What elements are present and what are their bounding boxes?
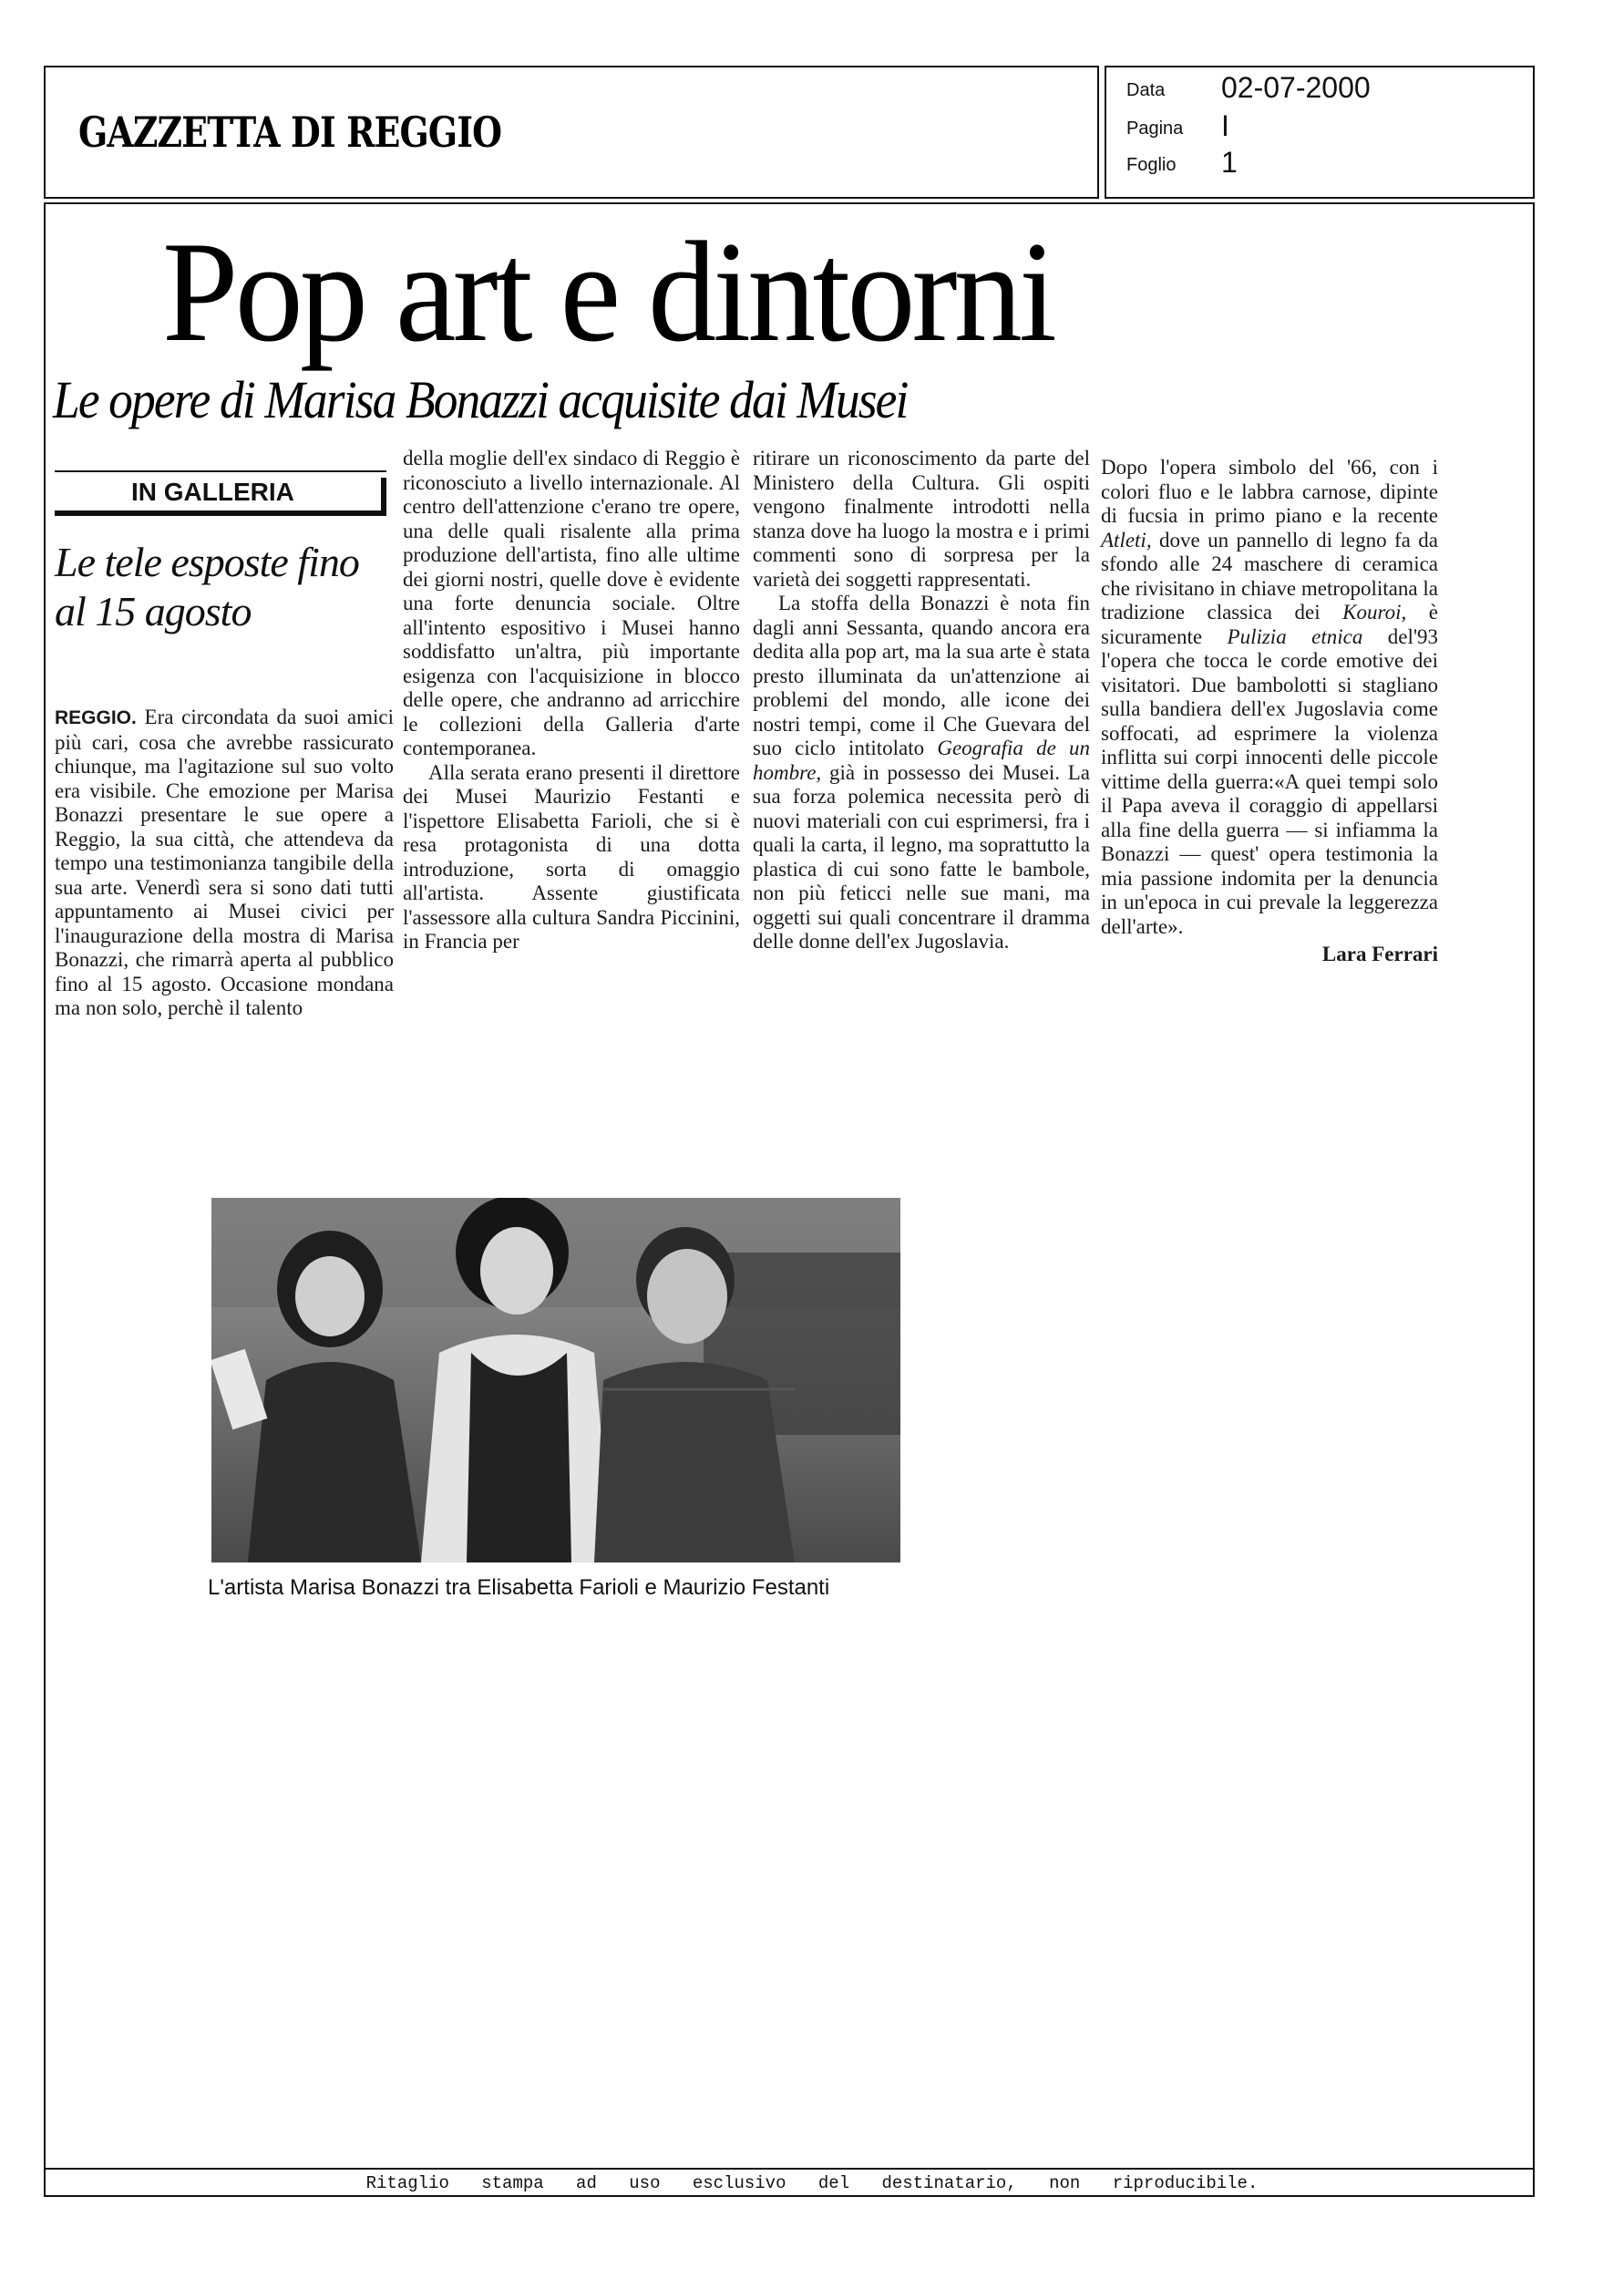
article-column-4: [1101, 456, 1438, 967]
newspaper-masthead: GAZZETTA DI REGGIO: [78, 108, 502, 157]
article-column-2: [403, 447, 740, 954]
article-headline: Pop art e dintorni: [162, 212, 1054, 372]
footer-disclaimer: Ritaglio stampa ad uso esclusivo del destinatario, non riproducibile.: [365, 2173, 1259, 2193]
column-4-text-c: è sicuramente: [1101, 601, 1438, 648]
article-column-3: [753, 447, 1090, 954]
column-3-paragraph-2: [753, 592, 1090, 954]
sheet-label: Foglio: [1126, 155, 1177, 175]
column-3-text-a: La stoffa della Bonazzi è nota fin dagli anni Sessanta, quando ancora era dedita alla pop art, ma la sua arte è stata presto illuminata da un'attenzione ai problemi del mondo, alle icone dei nostri tempi, come il Che Guevara del suo ciclo intitolato: [753, 592, 1090, 759]
column-4-text-d: del'93 l'opera che tocca le corde emotive dei visitatori. Due bambolotti si stagliano sulla bandiera dell'ex Jugoslavia come soffocati, ad esprimere la violenza inflitta sui corpi innocenti delle piccole vittime della guerra:«A quei tempi solo il Papa aveva il coraggio di appellarsi alla fine della guerra — si infiamma la Bonazzi — quest' opera testimonia la mia passione indomita per la denuncia in un'epoca in cui prevale la leggerezza dell'arte».: [1101, 624, 1438, 938]
section-tag-label: IN GALLERIA: [131, 478, 294, 506]
article-byline: Lara Ferrari: [1321, 943, 1438, 965]
article-photo: [211, 1198, 900, 1562]
column-4-text-a: Dopo l'opera simbolo del '66, con i colori fluo e le labbra carnose, dipinte di fucsia in primo piano e la recente: [1101, 456, 1438, 527]
column-2-paragraph-1: della moglie dell'ex sindaco di Reggio è riconosciuto a livello internazionale. Al centro dell'attenzione c'erano tre opere, una delle quali risalente alla prima produzione dell'artista, fino alle ultime dei giorni nostri, quelle dove è evidente una forte denuncia sociale. Oltre all'intento espositivo i Musei hanno soddisfatto un'altra, più importante esigenza con l'acquisizione in blocco delle opere, che andranno ad arricchire le collezioni della Galleria d'arte contemporanea.: [403, 447, 740, 759]
artwork-title-atleti: Atleti,: [1101, 528, 1152, 552]
tag-rule-bottom: [55, 510, 386, 516]
article-column-1: [55, 706, 394, 1021]
page-value: I: [1221, 109, 1229, 142]
footer-divider: [44, 2168, 1535, 2170]
photo-caption: L'artista Marisa Bonazzi tra Elisabetta Farioli e Maurizio Festanti: [208, 1575, 830, 1600]
column-4-text-b: dove un pannello di legno fa da sfondo alle 24 maschere di ceramica che rivisitano in chiave metropolitana la tradizione classica dei: [1101, 528, 1438, 624]
column-3-text-b: già in possesso dei Musei. La sua forza polemica necessita però di nuovi materiali con cui esprimersi, fra i quali la carta, il legno, ma soprattutto la plastica di cui sono fatte le bambole, non più feticci nelle sue mani, ma oggetti sui quali concentrare il dramma delle donne dell'ex Jugoslavia.: [753, 760, 1090, 953]
column-3-paragraph-1: ritirare un riconoscimento da parte del Ministero della Cultura. Gli ospiti vengono finalmente introdotti nella stanza dove ha luogo la mostra e i primi commenti sono di sorpresa per la varietà dei soggetti rappresentati.: [753, 447, 1090, 591]
artwork-title-geografia: Geografia de un hombre,: [753, 737, 1090, 784]
column-2-paragraph-2: Alla serata erano presenti il direttore dei Musei Maurizio Festanti e l'ispettore Elisabetta Farioli, che si è resa protagonista di una dotta introduzione, sorta di omaggio all'artista. Assente giustificata l'assessore alla cultura Sandra Piccinini, in Francia per: [403, 760, 740, 953]
tag-rule-right: [381, 478, 386, 514]
date-value: 02-07-2000: [1221, 71, 1371, 104]
column-4-paragraph: [1101, 456, 1438, 939]
page-label: Pagina: [1126, 119, 1184, 139]
article-kicker: Le tele esposte fino al 15 agosto: [55, 539, 359, 634]
column-1-text: Era circondata da suoi amici più cari, cosa che avrebbe rassicurato chiunque, ma l'agitazione sul suo volto era visibile. Che emozione per Marisa Bonazzi presentare le sue opere a Reggio, la sua città, che attendeva da tempo una testimonianza tangibile della sua arte. Venerdì sera si sono dati tutti appuntamento ai Musei civici per l'inaugurazione della mostra di Marisa Bonazzi, che rimarrà aperta al pubblico fino al 15 agosto. Occasione mondana ma non solo, perchè il talento: [55, 706, 395, 1019]
artwork-title-pulizia: Pulizia etnica: [1227, 624, 1363, 648]
article-subheadline: Le opere di Marisa Bonazzi acquisite dai Musei: [53, 370, 908, 429]
dateline: REGGIO.: [55, 707, 137, 728]
sheet-value: 1: [1221, 146, 1238, 179]
date-label: Data: [1126, 80, 1166, 100]
section-tag: [55, 470, 386, 512]
artwork-title-kouroi: Kouroi,: [1342, 601, 1407, 624]
tag-rule-top: [55, 470, 386, 472]
